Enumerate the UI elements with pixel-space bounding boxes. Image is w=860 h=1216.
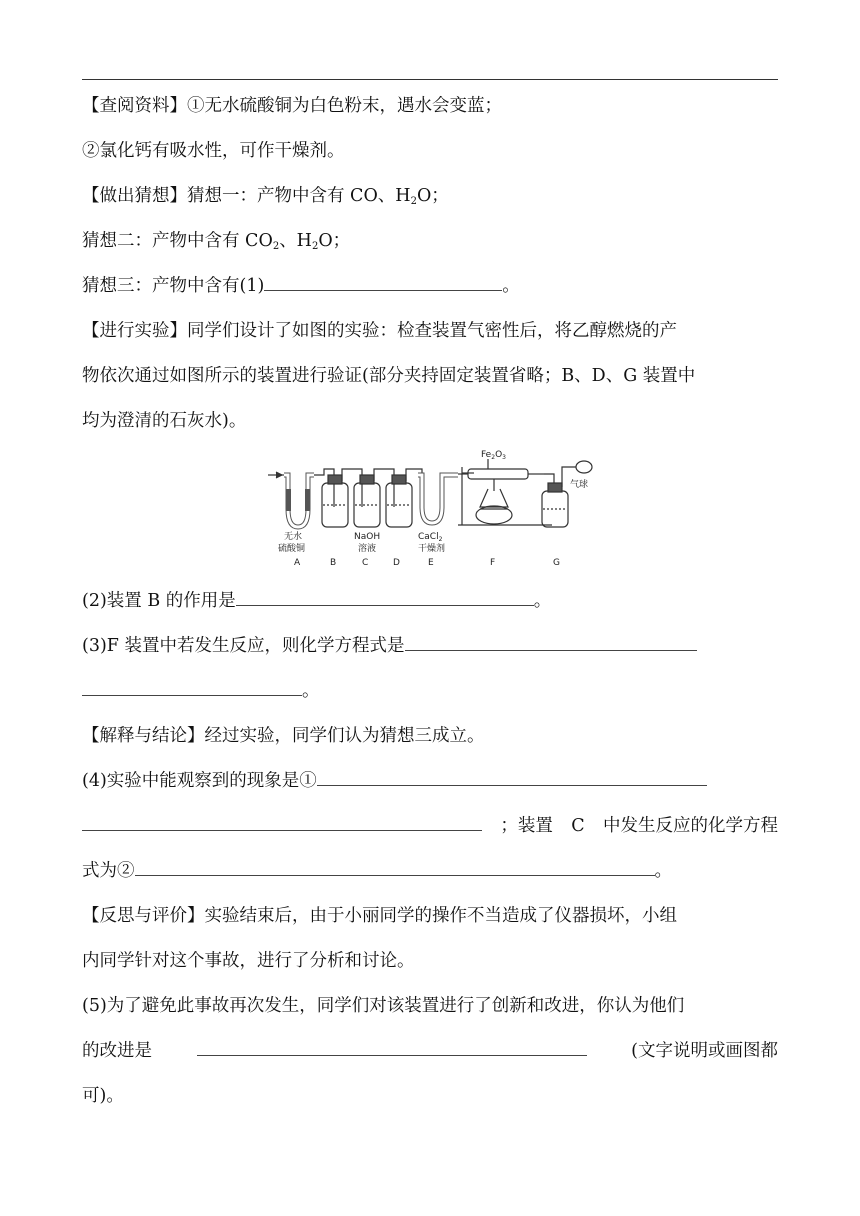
bottle-c [354, 469, 394, 527]
label-c-1: NaOH [354, 532, 381, 542]
section-tag: 【解释与结论】 [82, 726, 205, 746]
letter-d: D [393, 558, 400, 568]
reflect-text: 实验结束后，由于小丽同学的操作不当造成了仪器损坏，小组 [204, 906, 677, 926]
question-text: 的改进是 [82, 1041, 152, 1061]
letter-a: A [294, 558, 301, 568]
guess-text: 、H [279, 231, 312, 251]
question-text: 中发生反应的化学方程 [602, 816, 778, 836]
info-text: ①无水硫酸铜为白色粉末，遇水会变蓝； [187, 96, 502, 116]
conclusion-text: 经过实验，同学们认为猜想三成立。 [204, 726, 485, 746]
bottle-d [386, 469, 422, 527]
q4-line-2 [82, 814, 778, 838]
q3-line-1 [82, 634, 697, 658]
reflect-text: 内同学针对这个事故，进行了分析和讨论。 [82, 951, 415, 971]
label-c-2: 溶液 [358, 544, 377, 554]
guess-line-2 [82, 229, 350, 259]
guess-text: 猜想一：产物中含有 CO、H [187, 186, 411, 206]
section-tag: 【进行实验】 [82, 321, 187, 341]
subscript: 2 [311, 241, 319, 252]
q4-line-3 [82, 859, 672, 883]
info-line-1 [82, 94, 502, 118]
bottle-g [542, 467, 576, 527]
answer-blank-4c[interactable] [135, 859, 655, 876]
section-tag: 【查阅资料】 [82, 96, 187, 116]
guess-line-3 [82, 274, 520, 298]
top-rule [82, 79, 778, 80]
q3-line-2 [82, 679, 320, 703]
section-tag: 【做出猜想】 [82, 186, 187, 206]
inlet-arrow-icon [276, 472, 282, 478]
u-tube-e [418, 475, 458, 523]
question-text: (3)F 装置中若发生反应，则化学方程式是 [82, 636, 405, 656]
balloon-icon [576, 461, 592, 473]
letter-g: G [553, 558, 560, 568]
section-tag: 【反思与评价】 [82, 906, 205, 926]
guess-text: O； [416, 186, 449, 206]
question-text: 式为② [82, 861, 135, 881]
experiment-text: 物依次通过如图所示的装置进行验证(部分夹持固定装置省略；B、D、G 装置中 [82, 366, 696, 386]
subscript: 2 [272, 241, 280, 252]
answer-blank-3a[interactable] [405, 634, 697, 651]
label-e-1: CaCl$_2$ [418, 532, 443, 543]
question-text: ；装置 [500, 816, 553, 836]
question-text: 。 [302, 681, 320, 701]
experiment-text: 同学们设计了如图的实验：检查装置气密性后，将乙醇燃烧的产 [187, 321, 677, 341]
answer-blank-4b[interactable] [82, 814, 482, 831]
letter-e: E [428, 558, 434, 568]
letter-b: B [330, 558, 337, 568]
answer-blank-3b[interactable] [82, 679, 302, 696]
apparatus-diagram [262, 447, 598, 572]
answer-blank-2[interactable] [236, 589, 534, 606]
q4-line-1 [82, 769, 707, 793]
info-text: ②氯化钙有吸水性，可作干燥剂。 [82, 141, 345, 161]
q5-line-1 [82, 994, 684, 1018]
answer-blank-4a[interactable] [317, 769, 707, 786]
info-line-2 [82, 139, 345, 163]
fe2o3-label: $Fe_2O_3$ [481, 450, 506, 461]
guess-text: 。 [502, 276, 520, 296]
experiment-line-3 [82, 409, 246, 433]
guess-line-1 [82, 184, 449, 214]
experiment-line-1 [82, 319, 677, 343]
subscript: 2 [410, 196, 417, 207]
guess-text: 猜想二：产物中含有 CO [82, 231, 273, 251]
experiment-text: 均为澄清的石灰水)。 [82, 411, 247, 431]
letter-c: C [362, 558, 369, 568]
q2-line [82, 589, 551, 613]
question-text: 。 [533, 591, 552, 611]
question-text: (4)实验中能观察到的现象是① [82, 771, 317, 791]
question-text: (2)装置 B 的作用是 [82, 591, 236, 611]
bottle-b [322, 469, 362, 527]
reflect-line-2 [82, 949, 415, 973]
answer-blank-1[interactable] [264, 274, 502, 291]
label-a-2: 硫酸铜 [278, 544, 306, 554]
question-text: 。 [654, 861, 672, 881]
reflect-line-1 [82, 904, 677, 928]
question-text: C [571, 816, 585, 836]
conclusion-line [82, 724, 485, 748]
guess-text: O； [318, 231, 351, 251]
question-text: (5)为了避免此事故再次发生，同学们对该装置进行了创新和改进，你认为他们 [82, 996, 685, 1016]
label-a-1: 无水 [284, 532, 303, 542]
experiment-line-2 [82, 364, 695, 388]
letter-f: F [490, 558, 496, 568]
question-text: (文字说明或画图都 [631, 1041, 778, 1061]
answer-blank-5[interactable] [197, 1039, 587, 1056]
q5-line-3 [82, 1084, 124, 1108]
question-text: 可)。 [82, 1086, 124, 1106]
label-e-2: 干燥剂 [418, 544, 446, 554]
balloon-label: 气球 [570, 480, 589, 490]
guess-text: 猜想三：产物中含有(1) [82, 276, 265, 296]
combustion-tube-f [458, 459, 552, 525]
q5-line-2 [82, 1039, 778, 1063]
